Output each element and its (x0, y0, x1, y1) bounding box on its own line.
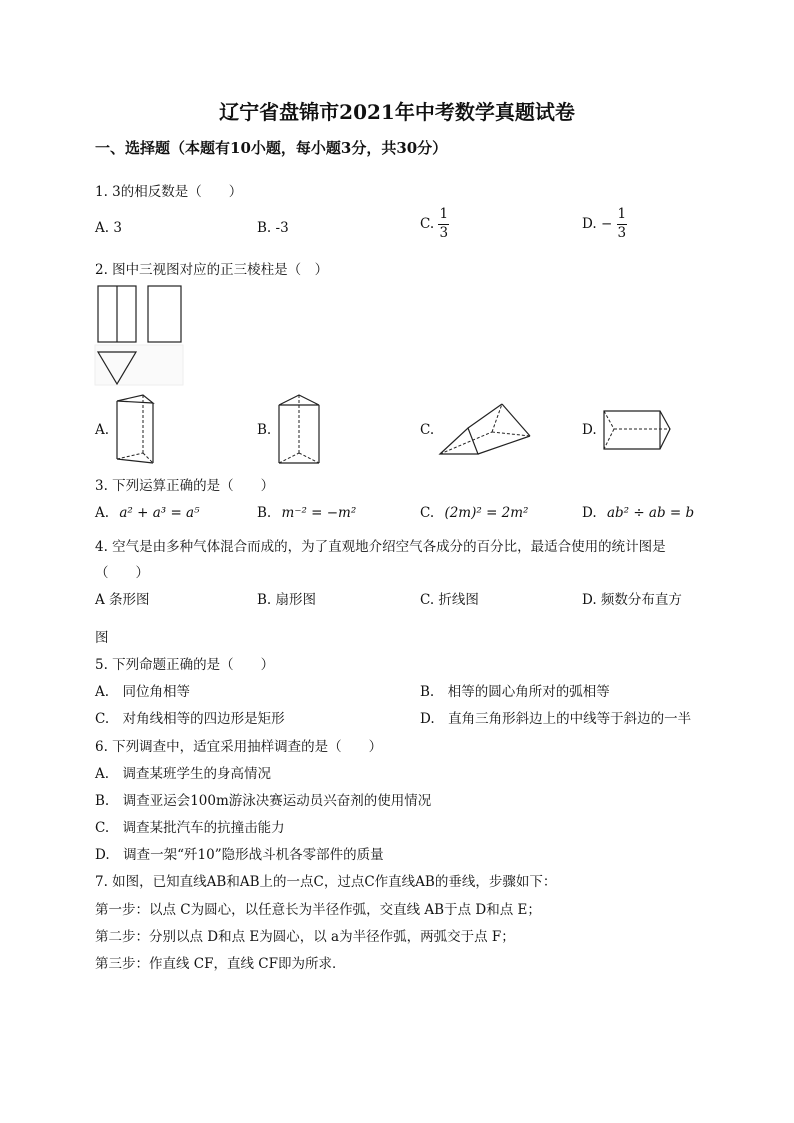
q1-option-a[interactable] (95, 220, 122, 236)
q3-option-c[interactable] (420, 505, 528, 521)
q6-option-b[interactable]: B. 调查亚运会100m游泳决赛运动员兴奋剂的使用情况 (95, 793, 432, 809)
q2-b-label[interactable]: B. (257, 422, 272, 438)
q7-step3: 第三步：作直线 CF，直线 CF即为所求． (95, 956, 346, 972)
q3-a-text: a² + a³ = a⁵ (119, 505, 200, 521)
q1-b-label: B. (257, 220, 272, 236)
q1-a-label: A. (95, 220, 110, 236)
q1-d-label: D. (582, 216, 597, 232)
q4-option-d-cont: 图 (95, 630, 109, 646)
q3-a-label: A. (95, 505, 110, 521)
q3-option-a[interactable] (95, 505, 200, 521)
three-view-drawing (95, 285, 185, 387)
q1-d-sign: − (600, 216, 613, 232)
q6-option-a[interactable]: A. 调查某班学生的身高情况 (95, 766, 272, 782)
q3-option-d[interactable] (582, 505, 694, 521)
q4-option-d[interactable]: D. 频数分布直方 (582, 592, 682, 608)
q6-option-c[interactable]: C. 调查某批汽车的抗撞击能力 (95, 820, 285, 836)
q7-step2: 第二步：分别以点 D和点 E为圆心，以 a为半径作弧，两弧交于点 F； (95, 929, 515, 945)
q3-b-label: B. (257, 505, 272, 521)
q2-a-label[interactable]: A. (95, 422, 110, 438)
prism-b-icon (275, 393, 325, 465)
prism-d-icon (600, 407, 674, 453)
q3-option-b[interactable] (257, 505, 356, 521)
q1-option-c[interactable] (420, 208, 449, 240)
q1-stem: 1. 3的相反数是（ ） (95, 184, 243, 200)
q1-b-text: -3 (275, 220, 289, 236)
q5-option-d[interactable]: D. 直角三角形斜边上的中线等于斜边的一半 (420, 711, 692, 727)
q4-stem-cont: （ ） (95, 565, 149, 581)
q2-stem: 2. 图中三视图对应的正三棱柱是（ ） (95, 262, 329, 278)
page-title: 辽宁省盘锦市2021年中考数学真题试卷 (219, 100, 575, 124)
q7-step1: 第一步：以点 C为圆心，以任意长为半径作弧，交直线 AB于点 D和点 E； (95, 902, 541, 918)
q3-b-text: m⁻² = −m² (281, 505, 357, 521)
q5-option-a[interactable]: A. 同位角相等 (95, 684, 191, 700)
q2-d-label[interactable]: D. (582, 422, 597, 438)
q4-stem: 4. 空气是由多种气体混合而成的，为了直观地介绍空气各成分的百分比，最适合使用的统计图是 (95, 539, 666, 555)
q3-c-label: C. (420, 505, 435, 521)
q1-option-b[interactable] (257, 220, 289, 236)
q6-stem: 6. 下列调查中，适宜采用抽样调查的是（ ） (95, 739, 383, 755)
q3-c-text: (2m)² = 2m² (444, 505, 529, 521)
q1-a-text: 3 (113, 220, 122, 236)
q1-option-d[interactable] (582, 208, 627, 240)
q2-c-label[interactable]: C. (420, 422, 435, 438)
q5-option-b[interactable]: B. 相等的圆心角所对的弧相等 (420, 684, 610, 700)
q7-stem: 7. 如图，已知直线AB和AB上的一点C，过点C作直线AB的垂线，步骤如下： (95, 874, 557, 890)
q5-stem: 5. 下列命题正确的是（ ） (95, 657, 275, 673)
q4-option-c[interactable]: C. 折线图 (420, 592, 479, 608)
q6-option-d[interactable]: D. 调查一架“歼10”隐形战斗机各零部件的质量 (95, 847, 384, 863)
q4-option-a[interactable]: A 条形图 (95, 592, 150, 608)
q3-d-label: D. (582, 505, 597, 521)
q5-option-c[interactable]: C. 对角线相等的四边形是矩形 (95, 711, 285, 727)
section-heading: 一、选择题（本题有10小题，每小题3分，共30分） (95, 139, 448, 157)
q3-stem: 3. 下列运算正确的是（ ） (95, 478, 275, 494)
q1-c-fraction: $\frac{1}{3}$ (439, 206, 449, 241)
q1-c-label: C. (420, 216, 435, 232)
prism-a-icon (113, 393, 163, 465)
prism-c-icon (438, 402, 534, 458)
q4-option-b[interactable]: B. 扇形图 (257, 592, 317, 608)
q3-d-text: ab² ÷ ab = b (606, 505, 695, 521)
q1-d-fraction: $\frac{1}{3}$ (617, 206, 627, 241)
